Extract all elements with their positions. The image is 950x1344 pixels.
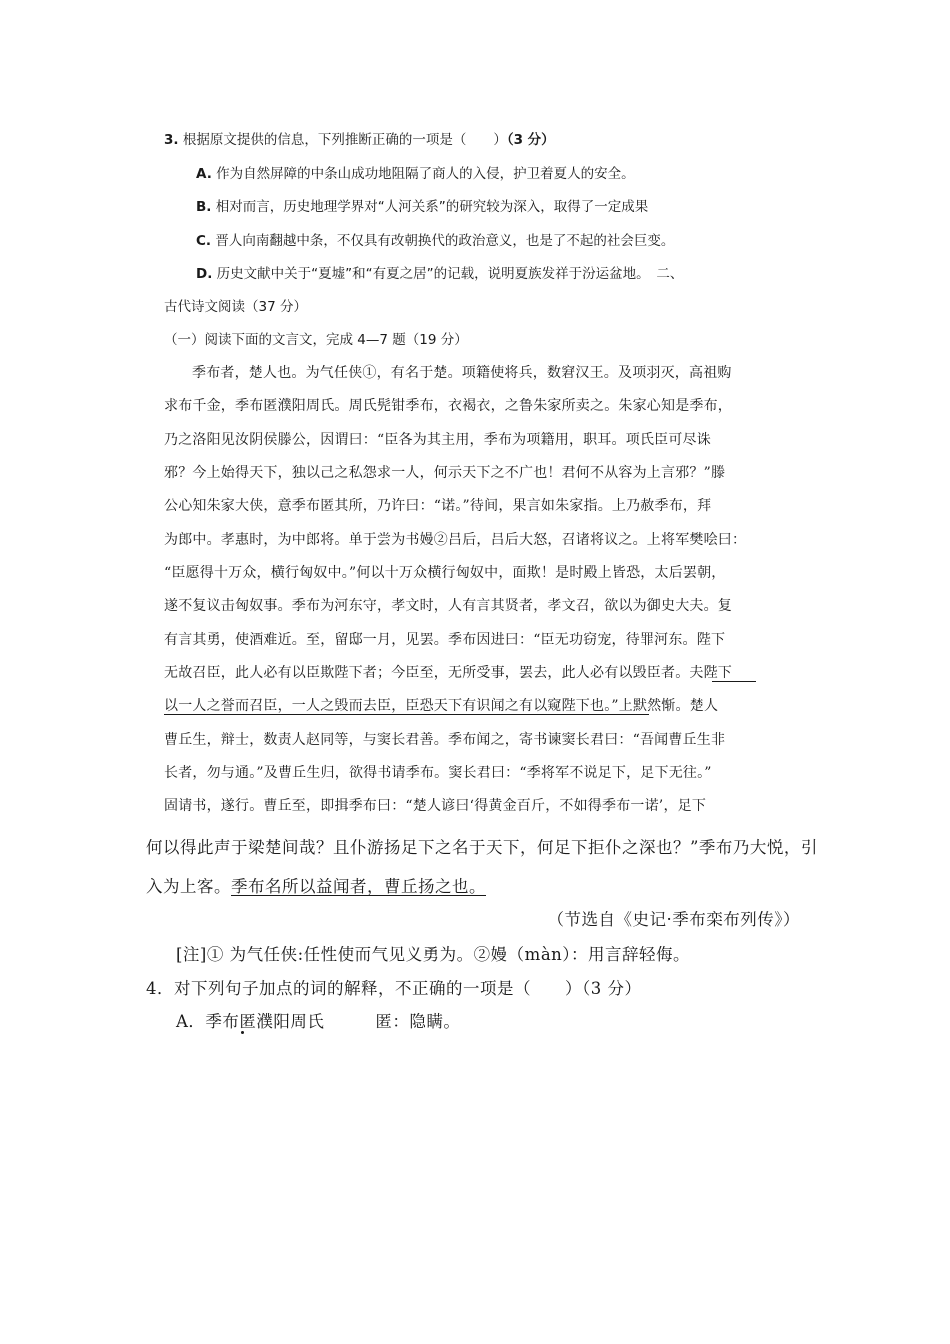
option-letter: D.	[196, 266, 213, 282]
passage-line: 季布者，楚人也。为气任侠①，有名于楚。项籍使将兵，数窘汉王。及项羽灭，高祖购	[192, 365, 732, 381]
passage-line: 为郎中。孝惠时，为中郎将。单于尝为书嫚②吕后，吕后大怒，召诸将议之。上将军樊哙曰：	[164, 532, 747, 548]
passage-line: 长者，勿与通。”及曹丘生归，欲得书请季布。窦长君曰：“季将军不说足下，足下无往。”	[164, 765, 712, 781]
passage-line: “臣愿得十万众，横行匈奴中。”何以十万众横行匈奴中，面欺！是时殿上皆恐，太后罢朝，	[164, 565, 726, 581]
q3-option-b	[196, 195, 648, 215]
q3-option-d	[196, 262, 683, 282]
passage-tail-line: 何以得此声于梁楚间哉？且仆游扬足下之名于天下，何足下拒仆之深也？”季布乃大悦，引	[146, 838, 818, 857]
passage-tail-line	[146, 873, 486, 897]
q3-stem-line	[164, 128, 555, 148]
passage-line: 邪？今上始得天下，独以己之私怨求一人，何示天下之不广也！君何不从容为上言邪？”滕	[164, 465, 726, 481]
option-letter: B.	[196, 199, 212, 215]
option-letter: C.	[196, 233, 212, 249]
q3-option-a	[196, 162, 635, 182]
subsection-title: （一）阅读下面的文言文，完成 4—7 题（19 分）	[164, 332, 468, 348]
underlined-sentence: 季布名所以益闻者，曹丘扬之也。	[231, 877, 486, 896]
option-text: 晋人向南翻越中条，不仅具有改朝换代的政治意义，也是了不起的社会巨变。	[215, 233, 675, 249]
passage-line: 曹丘生，辩士，数责人赵同等，与窦长君善。季布闻之，寄书谏窦长君曰：“吾闻曹丘生非	[164, 732, 726, 748]
source-citation: （节选自《史记·季布栾布列传》）	[547, 910, 800, 929]
passage-line: 公心知朱家大侠，意季布匿其所，乃许曰：“诺。”待间，果言如朱家指。上乃赦季布，拜	[164, 498, 712, 514]
passage-line: 有言其勇，使酒难近。至，留邸一月，见罢。季布因进曰：“臣无功窃宠，待罪河东。陛下	[164, 632, 726, 648]
q3-stem: 根据原文提供的信息，下列推断正确的一项是（ ）	[182, 132, 507, 148]
option-letter: A.	[196, 166, 212, 182]
passage-line: 乃之洛阳见汝阴侯滕公，因谓曰：“臣各为其主用，季布为项籍用，职耳。项氏臣可尽诛	[164, 432, 711, 448]
q3-number: 3.	[164, 132, 179, 148]
q3-score: （3 分）	[506, 132, 555, 148]
passage-line: 无故召臣，此人必有以臣欺陛下者；今臣至，无所受事，罢去，此人必有以毁臣者。夫陛下	[164, 665, 732, 681]
annotation-note: [注]① 为气任侠:任性使而气见义勇为。②嫚（màn）：用言辞轻侮。	[176, 945, 691, 964]
option-text: 历史文献中关于“夏墟”和“有夏之居”的记载，说明夏族发祥于汾运盆地。 二、	[216, 266, 684, 282]
option-text: 作为自然屏障的中条山成功地阻隔了商人的入侵，护卫着夏人的安全。	[216, 166, 635, 182]
passage-tail-plain: 入为上客。	[146, 877, 231, 896]
emphasis-dot	[241, 1031, 244, 1034]
passage-line: 以一人之誉而召臣，一人之毁而去臣，臣恐天下有识闻之有以窥陛下也。”上默然惭。楚人	[164, 698, 719, 714]
passage-underline	[164, 714, 649, 715]
section-title: 古代诗文阅读（37 分）	[164, 299, 307, 315]
q4-stem: 4．对下列句子加点的词的解释，不正确的一项是（ ）（3 分）	[146, 979, 642, 998]
passage-line: 遂不复议击匈奴事。季布为河东守，孝文时，人有言其贤者，孝文召，欲以为御史大夫。复	[164, 598, 732, 614]
passage-line: 求布千金，季布匿濮阳周氏。周氏髡钳季布，衣褐衣，之鲁朱家所卖之。朱家心知是季布，	[164, 398, 732, 414]
q3-option-c	[196, 229, 674, 249]
option-text: 相对而言，历史地理学界对“人河关系”的研究较为深入，取得了一定成果	[215, 199, 649, 215]
q4-option-a: A．季布匿濮阳周氏 匿：隐瞒。	[176, 1012, 461, 1031]
passage-line: 固请书，遂行。曹丘至，即揖季布曰：“楚人谚曰‘得黄金百斤，不如得季布一诺’，足下	[164, 798, 707, 814]
passage-underline	[712, 681, 756, 682]
